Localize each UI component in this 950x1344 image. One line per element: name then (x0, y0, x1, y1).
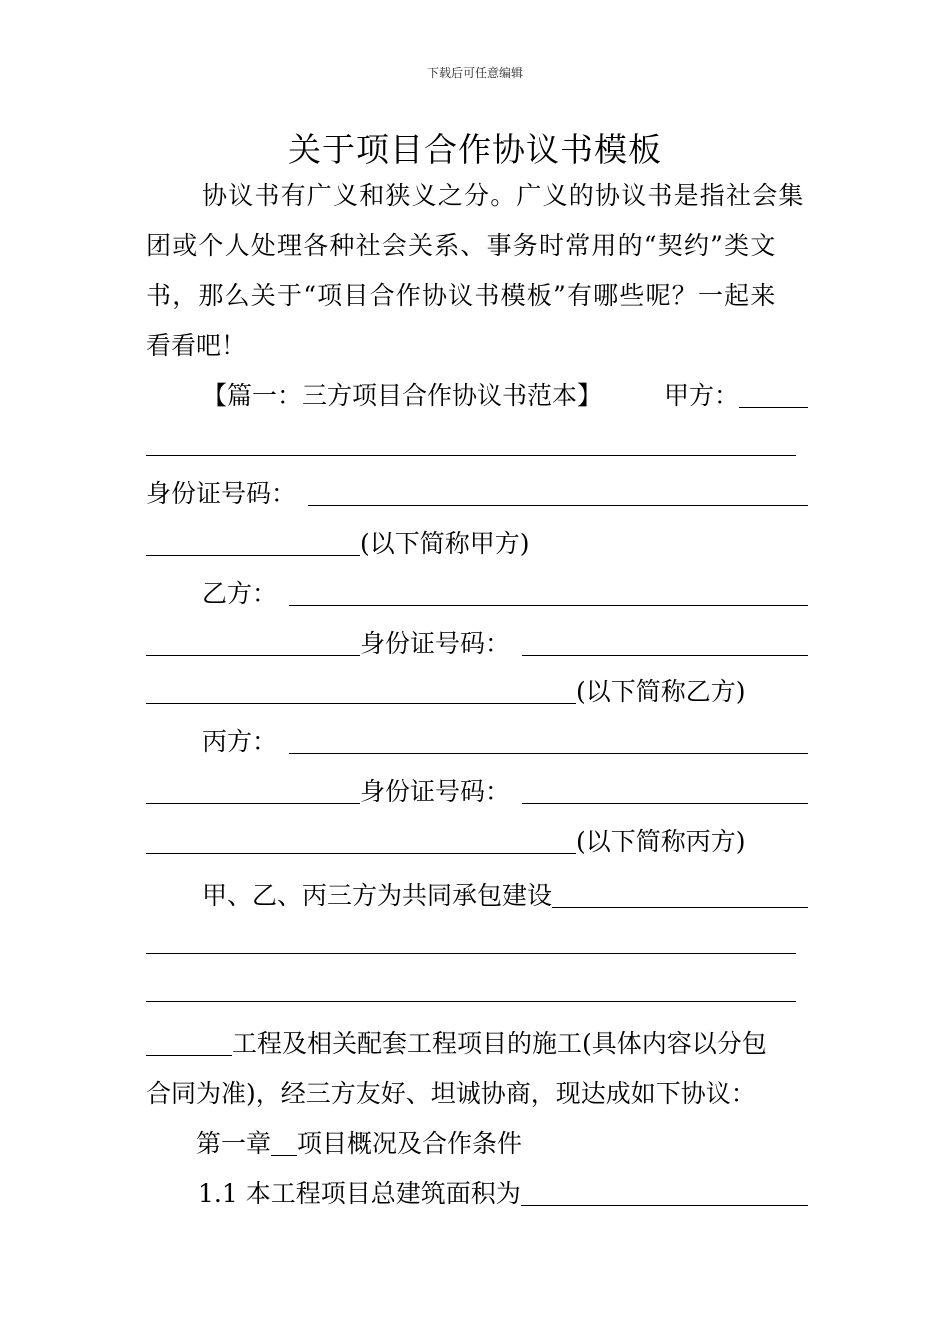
project-name-blank[interactable] (552, 906, 808, 908)
party-b-id-label: 身份证号码： (360, 629, 511, 658)
intro-line-3 (146, 276, 808, 316)
chapter-label: 第一章 (196, 1129, 272, 1158)
party-a-blank-cont[interactable] (146, 454, 796, 456)
party-c-blank[interactable] (289, 752, 808, 754)
intro-text-3: 书，那么关于“项目合作协议书模板”有哪些呢？一起来 (146, 281, 777, 310)
intro-line-1 (146, 176, 808, 216)
party-b-line (146, 574, 808, 614)
body-text-1: 甲、乙、丙三方为共同承包建设 (202, 881, 553, 910)
party-c-short-line (146, 822, 808, 862)
party-a-id-label: 身份证号码： (146, 479, 297, 508)
party-a-blank[interactable] (739, 406, 808, 408)
party-b-blank[interactable] (289, 604, 808, 606)
section-heading-line (146, 376, 808, 416)
area-blank[interactable] (521, 1204, 808, 1206)
page-title: 关于项目合作协议书模板 (288, 130, 662, 169)
blank-line (146, 970, 808, 1010)
intro-line-4 (146, 326, 808, 366)
blank-line (146, 922, 808, 962)
party-b-short-line (146, 672, 808, 712)
party-a-short: (以下简称甲方) (360, 529, 530, 558)
party-b-short: (以下简称乙方) (576, 677, 746, 706)
clause-line (146, 1174, 808, 1214)
header-note: 下载后可任意编辑 (426, 66, 523, 80)
body-line-3 (146, 1074, 808, 1114)
body-text-3: 合同为准)，经三方友好、坦诚协商，现达成如下协议： (146, 1079, 756, 1108)
party-a-short-line (146, 524, 808, 564)
intro-line-2 (146, 226, 808, 266)
project-name-blank-cont-2[interactable] (146, 1000, 796, 1002)
section-heading: 【篇一：三方项目合作协议书范本】 (202, 381, 603, 410)
project-name-blank-cont-1[interactable] (146, 952, 796, 954)
party-b-id-blank-cont[interactable] (146, 702, 576, 704)
party-a-label: 甲方： (664, 381, 740, 410)
chapter-heading-line (146, 1124, 808, 1164)
party-a-id-blank[interactable] (308, 504, 808, 506)
party-c-blank-cont[interactable] (146, 802, 360, 804)
party-c-id-label: 身份证号码： (360, 777, 511, 806)
body-text-2: 工程及相关配套工程项目的施工(具体内容以分包 (232, 1029, 767, 1058)
intro-text-1: 协议书有广义和狭义之分。广义的协议书是指社会集 (202, 181, 805, 210)
project-name-blank-cont-3[interactable] (146, 1054, 232, 1056)
party-b-label: 乙方： (202, 579, 278, 608)
body-line-1 (146, 876, 808, 916)
party-c-line (146, 722, 808, 762)
intro-text-4: 看看吧！ (146, 331, 247, 360)
party-b-id-blank[interactable] (522, 654, 808, 656)
blank-line (146, 424, 808, 464)
party-c-id-blank[interactable] (522, 802, 808, 804)
party-a-id-blank-cont[interactable] (146, 554, 360, 556)
party-a-id-line (146, 474, 808, 514)
party-b-blank-cont[interactable] (146, 654, 360, 656)
party-c-short: (以下简称丙方) (576, 827, 746, 856)
party-b-id-line (146, 624, 808, 664)
body-line-2 (146, 1024, 808, 1064)
party-c-label: 丙方： (202, 727, 278, 756)
chapter-blank (271, 1154, 297, 1156)
clause-1-1: 1.1 本工程项目总建筑面积为 (198, 1179, 521, 1208)
intro-text-2: 团或个人处理各种社会关系、事务时常用的“契约”类文 (146, 231, 777, 260)
chapter-title: 项目概况及合作条件 (297, 1129, 523, 1158)
party-c-id-blank-cont[interactable] (146, 852, 576, 854)
party-c-id-line (146, 772, 808, 812)
